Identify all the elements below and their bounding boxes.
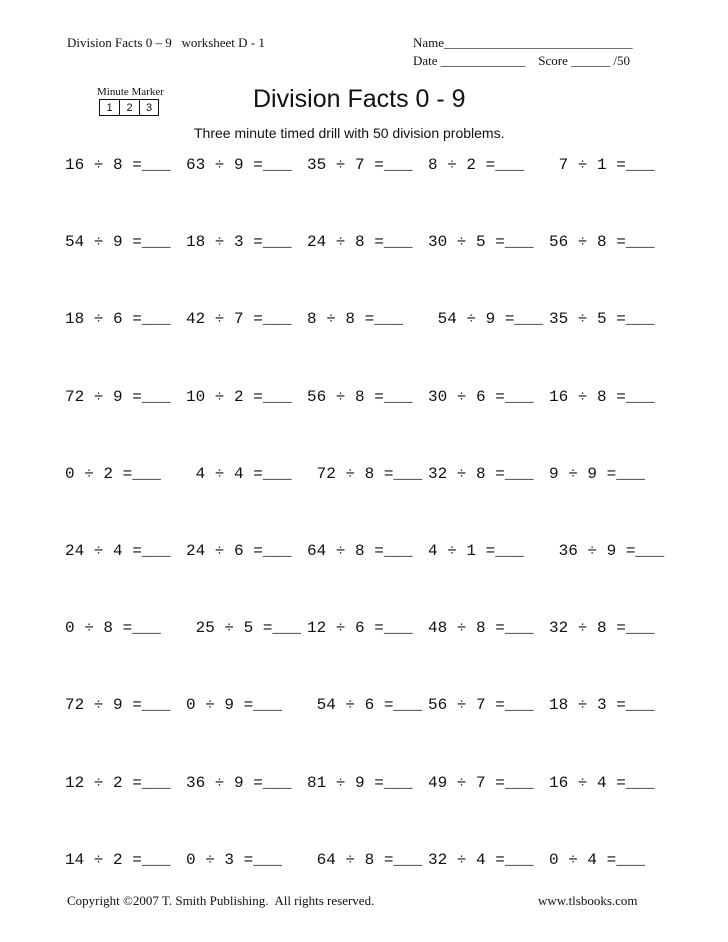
division-problem: 12 ÷ 2 =___ bbox=[65, 773, 171, 792]
problem-row bbox=[65, 772, 675, 849]
minute-marker-label: Minute Marker bbox=[97, 86, 164, 98]
division-problem: 56 ÷ 7 =___ bbox=[428, 696, 534, 715]
problem-row bbox=[65, 231, 675, 308]
minute-box-3: 3 bbox=[139, 99, 159, 116]
division-problem: 0 ÷ 3 =___ bbox=[186, 850, 283, 869]
division-problem: 36 ÷ 9 =___ bbox=[186, 773, 292, 792]
division-problem: 35 ÷ 5 =___ bbox=[549, 310, 655, 329]
page-title: Division Facts 0 - 9 bbox=[253, 85, 466, 113]
division-problem: 72 ÷ 9 =___ bbox=[65, 387, 171, 406]
division-problem: 30 ÷ 5 =___ bbox=[428, 233, 534, 252]
problem-row bbox=[65, 617, 675, 694]
division-problem: 8 ÷ 8 =___ bbox=[307, 310, 404, 329]
problem-row bbox=[65, 694, 675, 771]
division-problem: 32 ÷ 4 =___ bbox=[428, 850, 534, 869]
division-problem: 72 ÷ 9 =___ bbox=[65, 696, 171, 715]
division-problem: 54 ÷ 6 =___ bbox=[307, 696, 423, 715]
division-problem: 64 ÷ 8 =___ bbox=[307, 850, 423, 869]
division-problem: 56 ÷ 8 =___ bbox=[307, 387, 413, 406]
division-problem: 54 ÷ 9 =___ bbox=[65, 233, 171, 252]
minute-box-1: 1 bbox=[99, 99, 119, 116]
division-problem: 49 ÷ 7 =___ bbox=[428, 773, 534, 792]
division-problem: 16 ÷ 4 =___ bbox=[549, 773, 655, 792]
problem-row bbox=[65, 386, 675, 463]
division-problem: 25 ÷ 5 =___ bbox=[186, 619, 302, 638]
division-problem: 10 ÷ 2 =___ bbox=[186, 387, 292, 406]
division-problem: 42 ÷ 7 =___ bbox=[186, 310, 292, 329]
division-problem: 56 ÷ 8 =___ bbox=[549, 233, 655, 252]
division-problem: 63 ÷ 9 =___ bbox=[186, 156, 292, 174]
name-field-line: Name_____________________________ bbox=[413, 35, 633, 50]
problem-row bbox=[65, 463, 675, 540]
page-subtitle: Three minute timed drill with 50 division problems. bbox=[194, 125, 505, 141]
division-problem: 14 ÷ 2 =___ bbox=[65, 850, 171, 869]
division-problem: 24 ÷ 6 =___ bbox=[186, 541, 292, 560]
division-problem: 0 ÷ 8 =___ bbox=[65, 619, 162, 638]
division-problem: 4 ÷ 4 =___ bbox=[186, 464, 292, 483]
division-problem: 32 ÷ 8 =___ bbox=[428, 464, 534, 483]
division-problem: 7 ÷ 1 =___ bbox=[549, 156, 655, 174]
minute-marker-boxes bbox=[99, 99, 169, 116]
website-text: www.tlsbooks.com bbox=[538, 893, 638, 908]
division-problem: 0 ÷ 9 =___ bbox=[186, 696, 283, 715]
division-problem: 18 ÷ 3 =___ bbox=[549, 696, 655, 715]
division-problem: 32 ÷ 8 =___ bbox=[549, 619, 655, 638]
division-problem: 64 ÷ 8 =___ bbox=[307, 541, 413, 560]
division-problem: 16 ÷ 8 =___ bbox=[65, 156, 171, 174]
division-problem: 81 ÷ 9 =___ bbox=[307, 773, 413, 792]
division-problem: 0 ÷ 2 =___ bbox=[65, 464, 162, 483]
division-problem: 9 ÷ 9 =___ bbox=[549, 464, 646, 483]
division-problem: 18 ÷ 6 =___ bbox=[65, 310, 171, 329]
problem-row bbox=[65, 849, 675, 926]
division-problem: 24 ÷ 8 =___ bbox=[307, 233, 413, 252]
worksheet-title: Division Facts 0 – 9 worksheet D - 1 bbox=[67, 35, 265, 50]
division-problem: 35 ÷ 7 =___ bbox=[307, 156, 413, 174]
copyright-text: Copyright ©2007 T. Smith Publishing. All rights reserved. bbox=[67, 893, 375, 908]
minute-box-2: 2 bbox=[119, 99, 139, 116]
problem-row bbox=[65, 154, 675, 231]
date-score-line: Date _____________ Score ______ /50 bbox=[413, 53, 631, 68]
division-problem: 30 ÷ 6 =___ bbox=[428, 387, 534, 406]
problem-grid bbox=[65, 154, 675, 926]
division-problem: 36 ÷ 9 =___ bbox=[549, 541, 665, 560]
problem-row bbox=[65, 540, 675, 617]
division-problem: 4 ÷ 1 =___ bbox=[428, 541, 525, 560]
division-problem: 12 ÷ 6 =___ bbox=[307, 619, 413, 638]
division-problem: 72 ÷ 8 =___ bbox=[307, 464, 423, 483]
division-problem: 54 ÷ 9 =___ bbox=[428, 310, 544, 329]
division-problem: 8 ÷ 2 =___ bbox=[428, 156, 525, 174]
division-problem: 24 ÷ 4 =___ bbox=[65, 541, 171, 560]
division-problem: 18 ÷ 3 =___ bbox=[186, 233, 292, 252]
problem-row bbox=[65, 308, 675, 385]
division-problem: 0 ÷ 4 =___ bbox=[549, 850, 646, 869]
division-problem: 16 ÷ 8 =___ bbox=[549, 387, 655, 406]
minute-marker bbox=[97, 86, 169, 116]
division-problem: 48 ÷ 8 =___ bbox=[428, 619, 534, 638]
